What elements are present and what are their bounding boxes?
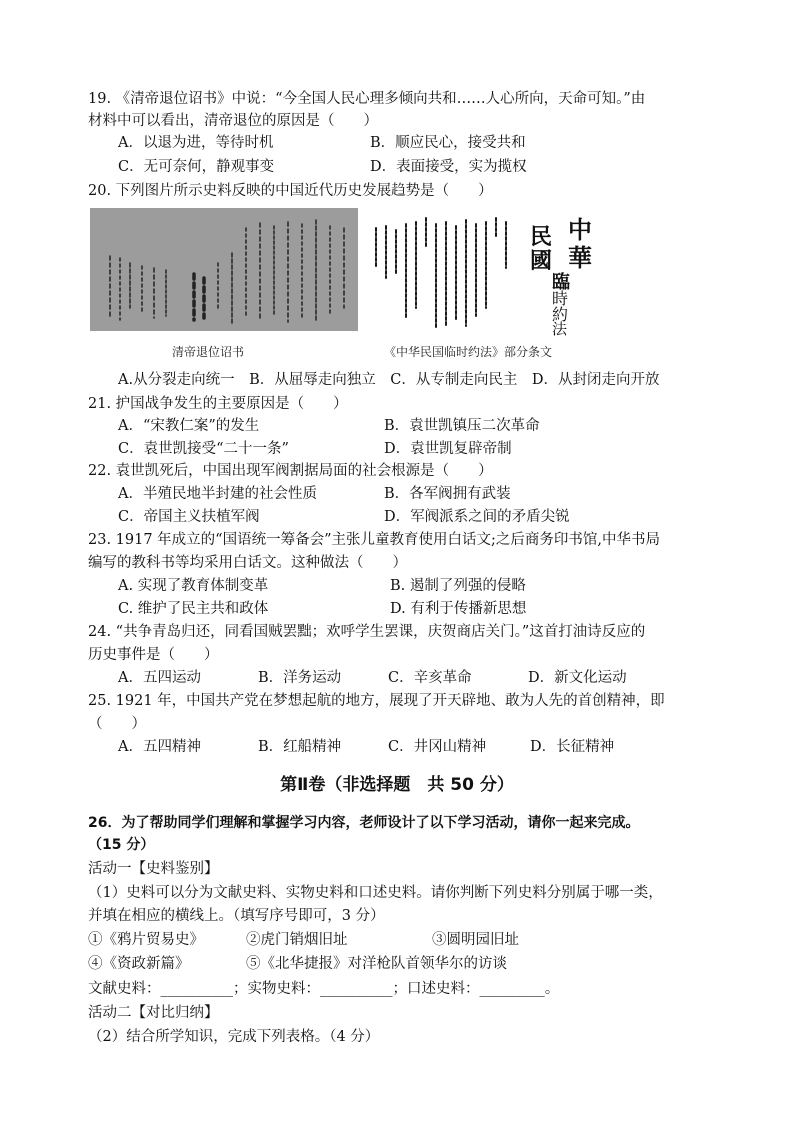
q24-stem-line1: 24. “共争青岛归还，同看国贼罢黜；欢呼学生罢课，庆贺商店关门。”这首打油诗反应的 bbox=[88, 624, 646, 640]
q21-option-b: B．袁世凯镇压二次革命 bbox=[384, 418, 540, 434]
q19-stem-line2: 材料中可以看出，清帝退位的原因是（ ） bbox=[88, 113, 378, 129]
q19-option-a: A．以退为进，等待时机 bbox=[118, 135, 274, 151]
q25-stem-line2: （ ） bbox=[88, 716, 146, 732]
calligraphy-char-2: 華 bbox=[568, 243, 592, 272]
q25-option-a: A．五四精神 bbox=[118, 739, 201, 755]
q26-sub1-line1: （1）史料可以分为文献史料、实物史料和口述史料。请你判断下列史料分别属于哪一类， bbox=[88, 885, 663, 901]
q19-stem-line1: 19. 《清帝退位诏书》中说：“今全国人民心理多倾向共和……人心所向，天命可知。”由 bbox=[88, 91, 646, 107]
calligraphy-char-7: 約 bbox=[552, 305, 569, 324]
q24-stem-line2: 历史事件是（ ） bbox=[88, 647, 219, 663]
q26-stem-line1: 26．为了帮助同学们理解和掌握学习内容，老师设计了以下学习活动，请你一起来完成。 bbox=[88, 815, 640, 831]
q22-stem: 22. 袁世凯死后，中国出现军阀割据局面的社会根源是（ ） bbox=[88, 463, 493, 479]
source-item-2: ②虎门销烟旧址 bbox=[246, 932, 348, 948]
caption-provisional-constitution: 《中华民国临时约法》部分条文 bbox=[384, 345, 553, 359]
q23-option-c: C. 维护了民主共和政体 bbox=[118, 601, 269, 617]
q24-option-c: C．辛亥革命 bbox=[388, 670, 472, 686]
q22-option-d: D．军阀派系之间的矛盾尖锐 bbox=[384, 509, 570, 525]
q23-stem-line2: 编写的教科书等均采用白话文。这种做法（ ） bbox=[88, 555, 407, 571]
q23-option-b: B. 遏制了列强的侵略 bbox=[390, 578, 526, 594]
q26-sub2: （2）结合所学知识，完成下列表格。（4 分） bbox=[88, 1029, 380, 1045]
abdication-edict-image bbox=[90, 208, 358, 331]
provisional-constitution-text-image bbox=[366, 208, 516, 336]
calligraphy-char-3: 民 bbox=[530, 224, 553, 250]
q24-option-b: B．洋务运动 bbox=[258, 670, 342, 686]
q19-option-b: B．顺应民心，接受共和 bbox=[370, 135, 526, 151]
q22-option-c: C．帝国主义扶植军阀 bbox=[118, 509, 260, 525]
calligraphy-char-4: 國 bbox=[530, 248, 553, 274]
caption-abdication-edict: 清帝退位诏书 bbox=[172, 345, 245, 359]
source-item-3: ③圆明园旧址 bbox=[432, 932, 519, 948]
q23-option-d: D. 有利于传播新思想 bbox=[390, 601, 527, 617]
q19-option-c: C．无可奈何，静观事变 bbox=[118, 159, 275, 175]
q25-option-b: B．红船精神 bbox=[258, 739, 342, 755]
q19-option-d: D．表面接受，实为揽权 bbox=[370, 159, 527, 175]
q26-stem-line2: （15 分） bbox=[88, 837, 155, 853]
q26-sub1-line2: 并填在相应的横线上。（填写序号即可，3 分） bbox=[88, 908, 385, 924]
calligraphy-char-8: 法 bbox=[552, 320, 568, 336]
calligraphy-char-1: 中 bbox=[568, 215, 592, 244]
q20-options: A.从分裂走向统一 B．从屈辱走向独立 C．从专制走向民主 D．从封闭走向开放 bbox=[118, 372, 660, 388]
q22-option-a: A．半殖民地半封建的社会性质 bbox=[118, 486, 317, 502]
q22-option-b: B．各军阀拥有武装 bbox=[384, 486, 511, 502]
source-item-5: ⑤《北华捷报》对洋枪队首领华尔的访谈 bbox=[246, 956, 507, 972]
provisional-constitution-columns bbox=[366, 208, 516, 336]
q25-stem-line1: 25. 1921 年，中国共产党在梦想起航的地方，展现了开天辟地、敢为人先的首创精神，即 bbox=[88, 693, 665, 709]
calligraphy-char-5: 臨 bbox=[552, 272, 570, 293]
abdication-edict-photo bbox=[90, 208, 358, 331]
source-classification-blanks: 文献史料：__________；实物史料：__________；口述史料：_________。 bbox=[88, 981, 560, 997]
calligraphy-char-6: 時 bbox=[552, 289, 569, 308]
q25-option-c: C．井冈山精神 bbox=[388, 739, 487, 755]
q20-stem: 20. 下列图片所示史料反映的中国近代历史发展趋势是（ ） bbox=[88, 183, 493, 199]
activity2-heading: 活动二【对比归纳】 bbox=[88, 1005, 219, 1021]
q21-option-a: A．“宋教仁案”的发生 bbox=[118, 418, 260, 434]
q24-option-a: A．五四运动 bbox=[118, 670, 201, 686]
calligraphy-title-image bbox=[520, 208, 604, 336]
q21-option-d: D．袁世凯复辟帝制 bbox=[384, 441, 512, 457]
q23-option-a: A. 实现了教育体制变革 bbox=[118, 578, 269, 594]
part2-title: 第Ⅱ卷（非选择题 共 50 分） bbox=[280, 775, 514, 795]
activity1-heading: 活动一【史料鉴别】 bbox=[88, 861, 219, 877]
q23-stem-line1: 23. 1917 年成立的“国语统一筹备会”主张儿童教育使用白话文;之后商务印书馆,中华书局 bbox=[88, 532, 660, 548]
q21-option-c: C．袁世凯接受“二十一条” bbox=[118, 441, 289, 457]
q21-stem: 21. 护国战争发生的主要原因是（ ） bbox=[88, 396, 348, 412]
source-item-1: ①《鸦片贸易史》 bbox=[88, 932, 204, 948]
q25-option-d: D．长征精神 bbox=[530, 739, 615, 755]
source-item-4: ④《资政新篇》 bbox=[88, 956, 190, 972]
q24-option-d: D．新文化运动 bbox=[528, 670, 627, 686]
